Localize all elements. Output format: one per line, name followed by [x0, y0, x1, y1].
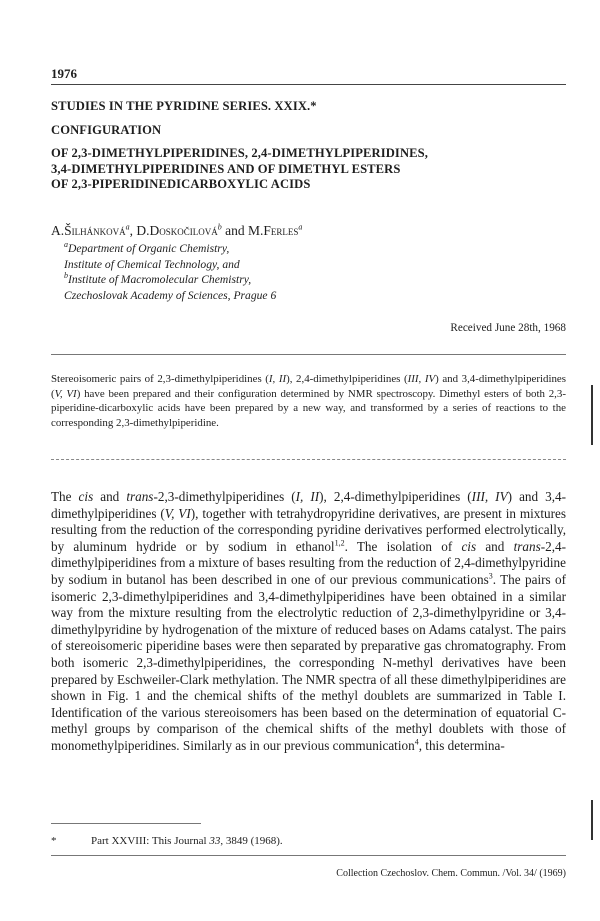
title-line-2: CONFIGURATION: [51, 122, 162, 137]
footnote-mark: *: [51, 835, 57, 847]
margin-mark: [591, 800, 593, 840]
author-3-affil-mark: a: [298, 222, 303, 232]
affiliation-line: $^a$Department of Organic Chemistry,: [64, 240, 230, 255]
footnote-rule: [51, 823, 201, 824]
author-2: D.Doskočilová: [136, 223, 218, 238]
author-1-affil-mark: a: [125, 222, 130, 232]
margin-mark: [591, 385, 593, 445]
title-line-4: 3,4-DIMETHYLPIPERIDINES AND OF DIMETHYL ESTERS: [51, 161, 401, 176]
title-line-5: OF 2,3-PIPERIDINEDICARBOXYLIC ACIDS: [51, 177, 311, 192]
received-date: Received June 28th, 1968: [450, 322, 566, 334]
author-separator-and: and: [221, 223, 248, 238]
abstract-top-rule: [51, 354, 566, 355]
citation: 1,2: [334, 538, 345, 548]
affiliation-line: Czechoslovak Academy of Sciences, Prague 6: [64, 288, 277, 302]
abstract-bottom-rule: [51, 459, 566, 460]
authors: [51, 223, 302, 239]
footnote: * Part XXVIII: This Journal 33, 3849 (1968).: [51, 835, 283, 847]
body-paragraph: The cis and trans-2,3-dimethylpiperidines (I, II), 2,4-dimethylpiperidines (III, IV) and 3,4-dimethylpiperidines (V, VI), together with tetrahydropyridine derivatives, are present in mixtures resulting from the reduction of the corresponding pyridine derivatives performed electrolytically, by aluminum hydride or by sodium in ethanol$^{1,2}$. The isolation of cis and trans-2,4-dimethylpiperidines from a mixture of bases resulting from the reduction of 2,4-dimethylpyridine by sodium in butanol has been described in one of our previous communications$^3$. The pairs of isomeric 2,3-dimethylpiperidines and 3,4-dimethylpiperidines have been obtained in a similar way from the mixture resulting from the electrolytic reduction of 2,3-dimethylpyridine or 3,4-dimethylpyridine by hydrogenation of the mixture of reduced bases on Adams catalyst. The pairs of stereoisomeric piperidine bases were then separated by preparative gas chromatography. From both isomeric 2,3-dimethylpiperidines, the corresponding N-methyl derivatives have been prepared by Eschweiler-Clark methylation. The NMR spectra of all these dimethylpiperidines are shown in Fig. 1 and the chemical shifts of the methyl doublets are summarized in Table I. Identification of the various stereoisomers has been based on the determination of equatorial C-methyl groups by comparison of the chemical shifts of the methyl doublets with those of monomethylpiperidines. Similarly as in our previous communication$^4$, this determina-: [51, 489, 567, 753]
author-separator: ,: [129, 223, 137, 238]
citation: 4: [414, 737, 419, 747]
journal-footer: Collection Czechoslov. Chem. Commun. /Vol. 34/ (1969): [336, 868, 566, 879]
author-3: M.Ferles: [248, 223, 299, 238]
title-line-3: OF 2,3-DIMETHYLPIPERIDINES, 2,4-DIMETHYLPIPERIDINES,: [51, 146, 428, 161]
author-2-affil-mark: b: [217, 222, 222, 232]
page-number: 1976: [51, 66, 77, 81]
author-1: A.Šilhánková: [51, 223, 126, 238]
title-line-1: STUDIES IN THE PYRIDINE SERIES. XXIX.*: [51, 99, 317, 113]
footer-rule: [51, 855, 566, 856]
affiliation-line: $^b$Institute of Macromolecular Chemistry,: [64, 271, 252, 286]
paper-title: [51, 99, 561, 193]
citation: 3: [488, 571, 493, 581]
header-rule: [51, 84, 566, 85]
affiliations: [64, 241, 276, 303]
abstract: Stereoisomeric pairs of 2,3-dimethylpiperidines (I, II), 2,4-dimethylpiperidines (III, IV) and 3,4-dimethylpiperidines (V, VI) have been prepared and their configuration determined by NMR spectroscopy. Dimethyl esters of both 2,3-piperidine-dicarboxylic acids have been prepared by a new way, and transformed by a series of reactions to the corresponding 2,3-dimethylpiperidine.: [51, 373, 566, 429]
affiliation-line: Institute of Chemical Technology, and: [64, 257, 240, 271]
